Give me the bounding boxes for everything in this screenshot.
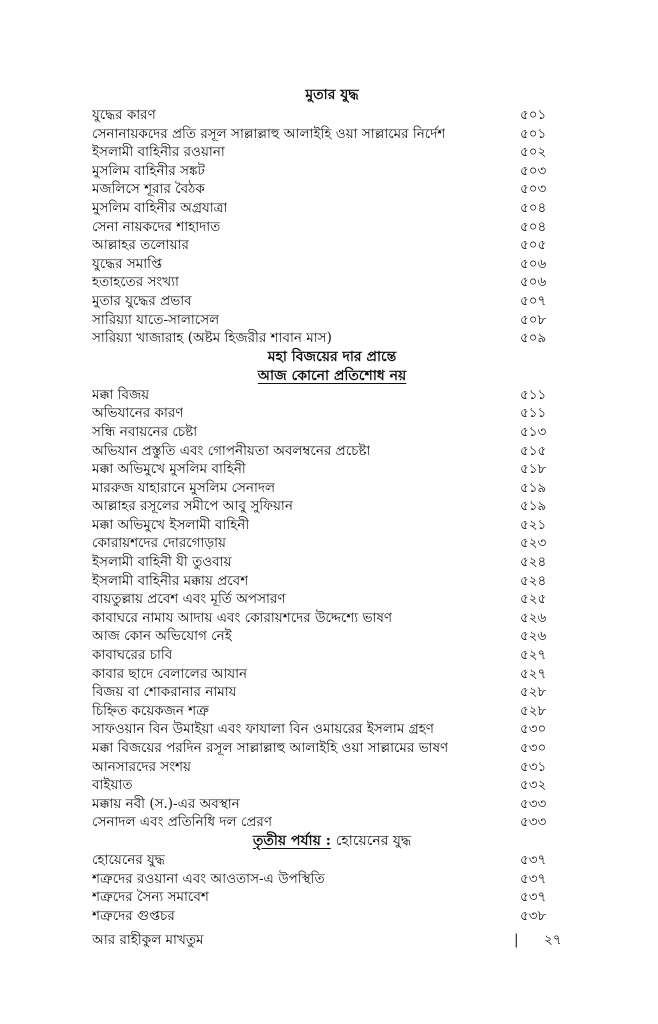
toc-entry-page: ৫২৬ bbox=[520, 609, 547, 626]
toc-entry-title: বিজয় বা শোকরানার নামায bbox=[92, 684, 237, 701]
toc-entry-title: সেনা নায়কদের শাহাদাত bbox=[92, 218, 221, 235]
toc-row bbox=[92, 702, 572, 721]
toc-row bbox=[92, 386, 572, 405]
table-of-contents bbox=[92, 86, 572, 925]
toc-entry-page: ৫০৪ bbox=[520, 218, 547, 235]
toc-entry-title: হতাহতের সংখ্যা bbox=[92, 274, 179, 291]
toc-entry-page: ৫২৮ bbox=[520, 702, 547, 719]
toc-entry-page: ৫০৪ bbox=[520, 199, 547, 216]
toc-row bbox=[92, 758, 572, 777]
toc-entry-page: ৫২৫ bbox=[520, 591, 547, 608]
footer-book-title: আর রাহীকুল মাখতুম bbox=[92, 932, 204, 948]
toc-row bbox=[92, 795, 572, 814]
toc-entry-page: ৫৩৭ bbox=[520, 870, 547, 887]
toc-entry-title: আনসারদের সংশয় bbox=[92, 758, 191, 775]
toc-entry-page: ৫২৭ bbox=[520, 647, 547, 664]
toc-entry-title: মুতার যুদ্ধের প্রভাব bbox=[92, 292, 192, 309]
toc-entry-title: যুদ্ধের কারণ bbox=[92, 107, 156, 123]
toc-entry-title: হোয়েনের যুদ্ধ bbox=[92, 851, 165, 868]
toc-entry-page: ৫০৩ bbox=[520, 162, 547, 179]
toc-row bbox=[92, 460, 572, 479]
toc-entry-page: ৫৩০ bbox=[520, 740, 547, 756]
toc-row bbox=[92, 646, 572, 665]
toc-row bbox=[92, 590, 572, 609]
toc-row bbox=[92, 329, 572, 348]
toc-entry-page: ৫২৪ bbox=[520, 554, 547, 571]
toc-entry-page: ৫২৬ bbox=[520, 628, 547, 645]
toc-row bbox=[92, 888, 572, 907]
toc-entry-title: মুসলিম বাহিনীর অগ্রযাত্রা bbox=[92, 199, 228, 216]
toc-entry-page: ৫৩৩ bbox=[520, 814, 547, 831]
toc-entry-page: ৫৩৮ bbox=[520, 907, 547, 924]
toc-row bbox=[92, 739, 572, 758]
toc-row bbox=[92, 609, 572, 628]
toc-entry-title: মজলিসে শূরার বৈঠক bbox=[92, 181, 205, 198]
toc-row bbox=[92, 851, 572, 870]
toc-row bbox=[92, 404, 572, 423]
toc-entry-page: ৫১১ bbox=[520, 405, 547, 422]
toc-entry-title: সেনানায়কদের প্রতি রসূল সাল্লাল্লাহু আলাইহি ওয়া সাল্লামের নির্দেশ bbox=[92, 125, 446, 142]
footer-separator: | bbox=[514, 932, 519, 948]
toc-row bbox=[92, 180, 572, 199]
toc-row bbox=[92, 442, 572, 461]
toc-entry-title: কাবাঘরের চাবি bbox=[92, 647, 173, 664]
toc-row bbox=[92, 720, 572, 739]
toc-entry-title: সারিয়্যা খাজারাহ (অষ্টম হিজরীর শাবান মাস) bbox=[92, 330, 332, 347]
toc-entry-title: মক্কা অভিমুখে ইসলামী বাহিনী bbox=[92, 516, 250, 533]
toc-row bbox=[92, 813, 572, 832]
toc-entry-title: শত্রুদের গুপ্তচর bbox=[92, 907, 175, 924]
toc-entry-page: ৫০৬ bbox=[520, 255, 547, 272]
toc-row bbox=[92, 776, 572, 795]
footer-page-number: ২৭ bbox=[544, 932, 562, 948]
section-heading-title: হোয়েনের যুদ্ধ bbox=[335, 832, 412, 849]
toc-row bbox=[92, 162, 572, 181]
toc-entry-page: ৫২৮ bbox=[520, 684, 547, 701]
toc-entry-title: মক্কায় নবী (স.)-এর অবস্থান bbox=[92, 795, 240, 812]
toc-row bbox=[92, 273, 572, 292]
toc-entry-page: ৫০৩ bbox=[520, 181, 547, 198]
toc-entry-title: শত্রুদের রওয়ানা এবং আওতাস-এ উপস্থিতি bbox=[92, 870, 325, 887]
toc-entry-page: ৫১৫ bbox=[520, 442, 547, 459]
toc-entry-page: ৫৩৭ bbox=[520, 851, 547, 868]
toc-row bbox=[92, 907, 572, 926]
toc-entry-page: ৫২৩ bbox=[520, 535, 547, 552]
toc-entry-page: ৫০৭ bbox=[520, 292, 547, 309]
toc-entry-page: ৫১৯ bbox=[520, 498, 547, 515]
toc-row bbox=[92, 479, 572, 498]
toc-row bbox=[92, 497, 572, 516]
page-footer bbox=[92, 930, 572, 950]
toc-entry-page: ৫০৯ bbox=[520, 330, 547, 347]
toc-entry-page: ৫১৮ bbox=[520, 461, 547, 478]
toc-entry-page: ৫০২ bbox=[520, 144, 547, 161]
toc-entry-page: ৫১৯ bbox=[520, 479, 547, 496]
toc-row bbox=[92, 236, 572, 255]
toc-entry-title: মক্কা বিজয়ের পরদিন রসূল সাল্লাল্লাহু আলাইহি ওয়া সাল্লামের ভাষণ bbox=[92, 740, 449, 756]
section-heading-hoyener-juddho bbox=[92, 832, 572, 851]
toc-entry-title: আল্লাহর তলোয়ার bbox=[92, 237, 189, 254]
section-heading-label: তৃতীয় পর্যায় : bbox=[252, 832, 331, 849]
toc-entry-title: বায়তুল্লায় প্রবেশ এবং মূর্তি অপসারণ bbox=[92, 591, 286, 608]
toc-row bbox=[92, 870, 572, 889]
toc-entry-title: মুসলিম বাহিনীর সঙ্কট bbox=[92, 162, 205, 179]
toc-row bbox=[92, 218, 572, 237]
toc-entry-title: সাফওয়ান বিন উমাইয়া এবং ফাযালা বিন ওমায়রের ইসলাম গ্রহণ bbox=[92, 721, 434, 738]
toc-entry-title: মক্কা অভিমুখে মুসলিম বাহিনী bbox=[92, 461, 246, 478]
toc-entry-page: ৫৩৩ bbox=[520, 795, 547, 812]
toc-entry-title: ইসলামী বাহিনী যী তুওবায় bbox=[92, 554, 232, 571]
toc-entry-page: ৫০৫ bbox=[520, 237, 547, 254]
toc-entry-title: কাবার ছাদে বেলালের আযান bbox=[92, 665, 248, 682]
toc-entry-page: ৫১১ bbox=[520, 386, 547, 403]
toc-row bbox=[92, 106, 572, 125]
toc-row bbox=[92, 534, 572, 553]
toc-entry-title: মাররুজ যাহারানে মুসলিম সেনাদল bbox=[92, 479, 276, 496]
toc-row bbox=[92, 143, 572, 162]
toc-row bbox=[92, 125, 572, 144]
toc-entry-title: আজ কোন অভিযোগ নেই bbox=[92, 628, 232, 645]
toc-entry-page: ৫১৩ bbox=[520, 423, 547, 440]
toc-entry-title: কোরায়শদের দোরগোড়ায় bbox=[92, 535, 226, 552]
toc-entry-page: ৫৩২ bbox=[520, 777, 547, 794]
toc-entry-page: ৫০১ bbox=[520, 107, 547, 123]
toc-entry-page: ৫০১ bbox=[520, 125, 547, 142]
toc-entry-title: সন্ধি নবায়নের চেষ্টা bbox=[92, 423, 198, 440]
toc-entry-title: বাইয়াত bbox=[92, 777, 133, 794]
section-heading-moha-bijoy: মহা বিজয়ের দার প্রান্তে bbox=[267, 348, 397, 365]
toc-entry-title: সেনাদল এবং প্রতিনিধি দল প্রেরণ bbox=[92, 814, 272, 831]
toc-entry-title: যুদ্ধের সমাপ্তি bbox=[92, 255, 163, 272]
toc-row bbox=[92, 199, 572, 218]
toc-row bbox=[92, 665, 572, 684]
toc-entry-page: ৫০৮ bbox=[520, 311, 547, 328]
toc-entry-title: চিহ্নিত কয়েকজন শত্রু bbox=[92, 702, 209, 719]
toc-entry-title: মক্কা বিজয় bbox=[92, 386, 150, 403]
toc-row bbox=[92, 572, 572, 591]
section-entries-3 bbox=[92, 851, 572, 925]
toc-row bbox=[92, 627, 572, 646]
toc-row bbox=[92, 423, 572, 442]
toc-row bbox=[92, 255, 572, 274]
toc-entry-title: সারিয়্যা যাতে-সালাসেল bbox=[92, 311, 220, 328]
toc-entry-title: শত্রুদের সৈন্য সমাবেশ bbox=[92, 889, 209, 906]
toc-row bbox=[92, 292, 572, 311]
toc-entry-title: ইসলামী বাহিনীর মক্কায় প্রবেশ bbox=[92, 572, 249, 589]
toc-entry-title: কাবাঘরে নামায আদায় এবং কোরায়শদের উদ্দেশ্যে ভাষণ bbox=[92, 609, 393, 626]
section-heading-mutar-juddho: মুতার যুদ্ধ bbox=[305, 87, 359, 103]
section-subheading-protishodh: আজ কোনো প্রতিশোধ নয় bbox=[257, 367, 407, 384]
section-entries-1 bbox=[92, 106, 572, 348]
toc-row bbox=[92, 683, 572, 702]
toc-entry-title: ইসলামী বাহিনীর রওয়ানা bbox=[92, 144, 225, 161]
toc-entry-page: ৫২১ bbox=[520, 516, 547, 533]
toc-entry-page: ৫৩৭ bbox=[520, 889, 547, 906]
toc-entry-page: ৫৩০ bbox=[520, 721, 547, 738]
toc-entry-title: অভিযান প্রস্তুতি এবং গোপনীয়তা অবলম্বনের প্রচেষ্টা bbox=[92, 442, 371, 459]
toc-entry-page: ৫৩১ bbox=[520, 758, 547, 775]
toc-entry-page: ৫২৭ bbox=[520, 665, 547, 682]
toc-row bbox=[92, 311, 572, 330]
section-entries-2 bbox=[92, 386, 572, 832]
toc-entry-page: ৫২৪ bbox=[520, 572, 547, 589]
toc-entry-page: ৫০৬ bbox=[520, 274, 547, 291]
toc-row bbox=[92, 516, 572, 535]
toc-entry-title: অভিযানের কারণ bbox=[92, 405, 184, 422]
toc-row bbox=[92, 553, 572, 572]
toc-entry-title: আল্লাহর রসূলের সমীপে আবু সুফিয়ান bbox=[92, 498, 293, 515]
